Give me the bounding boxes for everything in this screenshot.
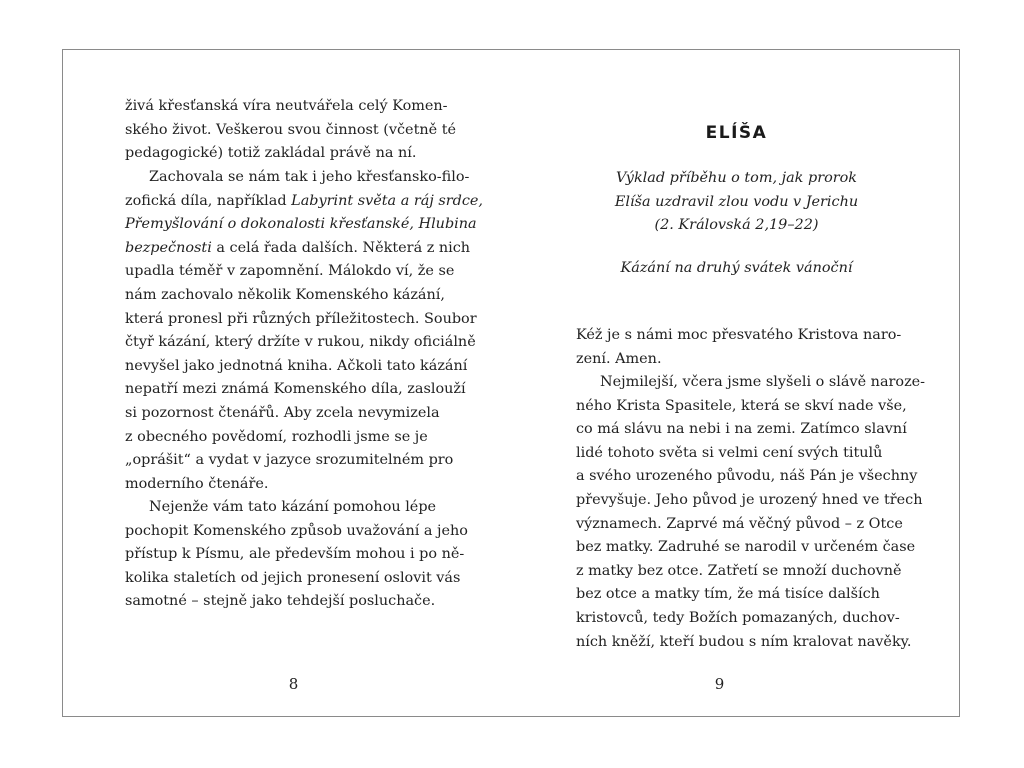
text-line: kristovců, tedy Božích pomazaných, duchov- (576, 609, 900, 626)
left-paragraph-1 (125, 95, 455, 166)
chapter-title: ELÍŠA (705, 123, 768, 143)
subtitle-line: Výklad příběhu o tom, jak prorok (616, 170, 857, 186)
text-line: z obecného povědomí, rozhodli jsme se je (125, 428, 428, 445)
text-line: kolika staletích od jejich pronesení oslovit vás (125, 569, 461, 586)
subtitle-line: (2. Královská 2,19–22) (654, 217, 819, 234)
text-line: přístup k Písmu, ale především mohou i po ně- (125, 546, 465, 563)
right-paragraph-2 (576, 371, 926, 654)
text-line: ného Krista Spasitele, která se skví nade vše, (576, 397, 907, 414)
text-line: ského život. Veškerou svou činnost (včetně té (125, 121, 457, 138)
text-line: pedagogické) totiž zakládal právě na ní. (125, 145, 417, 162)
text-line: si pozornost čtenářů. Aby zcela nevymizela (125, 404, 440, 421)
text-line (125, 190, 483, 214)
text-line: převyšuje. Jeho původ je urozený hned ve třech (576, 491, 923, 508)
text-line: Nejenže vám tato kázání pomohou lépe (149, 499, 437, 515)
text-line: nevyšel jako jednotná kniha. Ačkoli tato kázání (125, 357, 468, 374)
chapter-subtitle (512, 167, 961, 238)
page-number: 9 (714, 675, 725, 693)
text-line: která pronesl při různých příležitostech. Soubor (125, 310, 477, 327)
book-spread (62, 49, 960, 717)
text-line: významech. Zaprvé má věčný původ – z Otce (576, 515, 903, 532)
text-line: živá křesťanská víra neutvářela celý Komen- (125, 98, 448, 114)
text-line: zení. Amen. (576, 350, 662, 367)
right-paragraph-1 (576, 324, 904, 371)
text-line: moderního čtenáře. (125, 475, 269, 492)
text-line (125, 213, 477, 237)
text-line: pochopit Komenského způsob uvažování a jeho (125, 522, 468, 539)
text-line: Kéž je s námi moc přesvatého Kristova naro- (576, 327, 902, 343)
left-paragraph-2 (125, 166, 483, 496)
occasion-line: Kázání na druhý svátek vánoční (620, 260, 853, 276)
page-number: 8 (288, 675, 299, 693)
text-line: Zachovala se nám tak i jeho křesťansko-filo- (149, 169, 470, 185)
subtitle-line: Elíša uzdravil zlou vodu v Jerichu (614, 193, 859, 210)
text-line: nepatří mezi známá Komenského díla, zaslouží (125, 381, 466, 398)
left-page (63, 50, 512, 716)
text-line: lidé tohoto světa si velmi cení svých titulů (576, 444, 883, 461)
book-title: Přemyšlování o dokonalosti křesťanské, Hlubina (125, 216, 477, 233)
text-line: Nejmilejší, včera jsme slyšeli o slávě naroze- (600, 374, 926, 390)
text-line: bez matky. Zadruhé se narodil v určeném čase (576, 539, 916, 556)
book-title: bezpečnosti (125, 239, 212, 256)
text-line: „oprášit“ a vydat v jazyce srozumitelném pro (125, 452, 454, 469)
text-line: samotné – stejně jako tehdejší posluchače. (125, 593, 436, 610)
text-line: bez otce a matky tím, že má tisíce dalších (576, 586, 880, 603)
sermon-occasion (512, 257, 961, 281)
text-line: ních kněží, kteří budou s ním kralovat navěky. (576, 633, 912, 650)
text-line: upadla téměř v zapomnění. Málokdo ví, že se (125, 263, 455, 280)
text-line: z matky bez otce. Zatřetí se množí duchovně (576, 562, 902, 579)
text-line: a svého urozeného původu, náš Pán je všechny (576, 468, 918, 485)
text-line (125, 237, 471, 261)
book-title: Labyrint světa a ráj srdce, (291, 192, 483, 209)
text-line: co má slávu na nebi i na zemi. Zatímco slavní (576, 421, 907, 438)
right-page (512, 50, 961, 716)
left-paragraph-3 (125, 496, 468, 614)
text-segment: zofická díla, například (125, 192, 292, 209)
text-line: nám zachovalo několik Komenského kázání, (125, 286, 445, 303)
text-line: čtyř kázání, který držíte v rukou, nikdy oficiálně (125, 334, 476, 351)
text-segment: a celá řada dalších. Některá z nich (211, 239, 471, 256)
